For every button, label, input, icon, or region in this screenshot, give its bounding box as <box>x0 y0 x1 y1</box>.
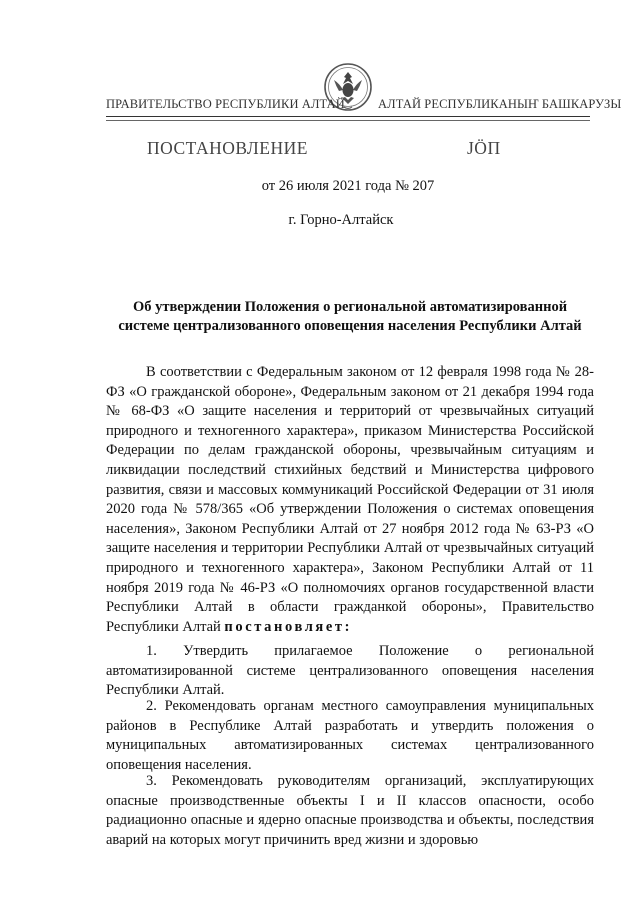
header-divider-thin <box>106 120 590 121</box>
header-government-name-ru: ПРАВИТЕЛЬСТВО РЕСПУБЛИКИ АЛТАЙ <box>106 97 345 111</box>
preamble-text: В соответствии с Федеральным законом от 12 февраля 1998 года № 28-ФЗ «О гражданской обороне», Федеральным законом от 21 декабря 1994 года № 68-ФЗ «О защите населения и территорий от чрезвычайных ситуаций природного и техногенного характера», приказом Министерства Российской Федерации по делам гражданской обороны, чрезвычайным ситуациям и ликвидации последствий стихийных бедствий и Министерства цифрового развития, связи и массовых коммуникаций Российской Федерации от 31 июля 2020 года № 578/365 «Об утверждении Положения о системах оповещения населения», Законом Республики Алтай от 27 ноября 2012 года № 63-РЗ «О защите населения и территории Республики Алтай от чрезвычайных ситуаций природного и техногенного характера», Законом Республики Алтай от 11 ноября 2019 года № 46-РЗ «О полномочиях органов государственной власти Республики Алтай в области гражданкой обороны», Правительство Республики Алтай <box>106 364 594 635</box>
resolution-keyword: постановляет: <box>224 618 353 635</box>
document-city: г. Горно-Алтайск <box>288 212 394 228</box>
document-date-number: от 26 июля 2021 года № 207 <box>261 178 435 194</box>
header-divider-thick <box>106 116 590 117</box>
doc-type-alt: ЈӦП <box>467 138 501 158</box>
document-title: Об утверждении Положения о региональной автоматизированной системе централизованного оповещения населения Республики Алтай <box>118 299 582 334</box>
doc-type-ru: ПОСТАНОВЛЕНИЕ <box>147 138 308 158</box>
body-paragraph-2: 2. Рекомендовать органам местного самоуправления муниципальных районов в Республике Алтай разработать и утвердить положения о муниципальных автоматизированных системах централизованного оповещения населения. <box>106 698 594 773</box>
body-paragraph-preamble <box>106 363 594 637</box>
header-government-name-alt: АЛТАЙ РЕСПУБЛИКАНЫҤ БАШКАРУЗЫ <box>378 97 622 111</box>
body-paragraph-1: 1. Утвердить прилагаемое Положение о региональной автоматизированной системе централизованного оповещения населения Республики Алтай. <box>106 643 594 699</box>
body-paragraph-3: 3. Рекомендовать руководителям организаций, эксплуатирующих опасные производственные объекты I и II классов опасности, особо радиационно опасные и ядерно опасные производства и объекты, последствия аварий на которых могут причинить вред жизни и здоровью <box>106 773 594 848</box>
